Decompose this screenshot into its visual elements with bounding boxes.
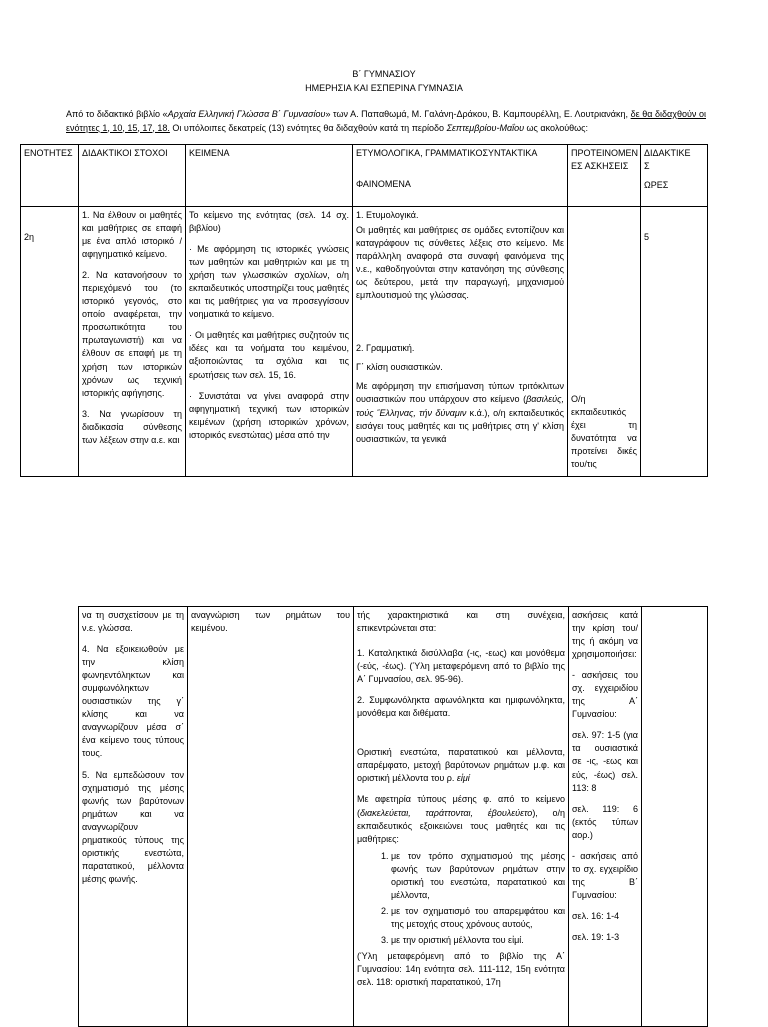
- grammar-title: 2. Γραμματική.: [356, 343, 415, 354]
- table-row: [21, 207, 708, 477]
- intro-text-3: Οι υπόλοιπες δεκατρείς (13) ενότητες θα διδαχθούν κατά τη περίοδο: [169, 122, 447, 133]
- excluded-units: δε θα διδαχθούν οι ενότητες 1, 10, 15, 17, 18.: [66, 109, 706, 133]
- list-item: 3. με την οριστική μέλλοντα του εἰμί.: [391, 934, 565, 947]
- list-item: 1. με τον τρόπο σχηματισμού της μέσης φωνής των βαρύτονων ρημάτων στην οριστική του ενεστώτα, παρατατικού και μέλλοντα,: [391, 850, 565, 902]
- phenomena-intro: τής χαρακτηριστικά και στη συνέχεια, επικεντρώνεται στα:: [357, 610, 565, 634]
- grammar-text-a: Με αφόρμηση την επισήμανση τύπων τριτόκλιτων ουσιαστικών που υπάρχουν στο κείμενο (: [356, 381, 564, 405]
- table-row: [79, 607, 708, 1027]
- text-item: · Οι μαθητές και μαθήτριες συζητούν τις ιδέες και τα νοήματα του κειμένου, αξιοποιώντας τα σχόλια και τις ερωτήσεις των σελ. 15, 16.: [189, 330, 349, 380]
- goal-item: 3. Να γνωρίσουν τη διαδικασία σύνθεσης των λέξεων στην α.ε. και: [82, 408, 182, 445]
- header-texts: ΚΕΙΜΕΝΑ: [186, 145, 353, 207]
- etymology-title: 1. Ετυμολογικά.: [356, 210, 419, 220]
- header-hours-line2: Σ: [644, 161, 650, 172]
- etymology-text: Οι μαθητές και μαθήτριες σε ομάδες εντοπίζουν και καταγράφουν τις σύνθετες λέξεις στο κείμενο. Με παράλληλη αναφορά στα συναφή φαινόμενα της ν.ε., καθοδηγούνται στην κατανόηση της σύνθεσης ως δεύτερου, μετά την παραγωγή, μηχανισμού εμπλουτισμού της γλώσσας.: [356, 225, 564, 301]
- unit-number: 2η: [21, 207, 79, 477]
- phenomena-point-2: 2. Συμφωνόληκτα αφωνόληκτα και ημιφωνόληκτα, μονόθεμα και διθέματα.: [357, 695, 565, 719]
- goal-item: 5. Να εμπεδώσουν τον σχηματισμό της μέσης φωνής των βαρύτονων ρημάτων και να αναγνωρίζουν ρηματικούς τύπους της οριστικής ενεστώτα, παρατατικού, μέλλοντα μέσης φωνής.: [82, 769, 184, 884]
- exercise-item: σελ. 19: 1-3: [572, 931, 620, 942]
- phenomena-cell: [353, 207, 568, 477]
- goals-cell: [79, 607, 188, 1027]
- header-hours: [641, 145, 708, 207]
- text-item: · Συνιστάται να γίνει αναφορά στην αφηγηματική τεχνική των ιστορικών κειμένων (χρήση ιστορικών χρόνων, ιστορικός ενεστώτας) μέσα από την: [189, 390, 349, 440]
- text-item: αναγνώριση των ρημάτων του κειμένου.: [191, 610, 350, 634]
- exercise-item: ασκήσεις κατά την κρίση του/της ή ακόμη να χρησιμοποιήσει:: [572, 610, 638, 660]
- texts-cell: [186, 207, 353, 477]
- exercise-item: - ασκήσεις από το σχ. εγχειρίδιο της Β΄ Γυμνασίου:: [572, 850, 638, 900]
- goal-item: 2. Να κατανοήσουν το περιεχόμενό του (το ιστορικό γεγονός, στο οποίο αναφέρεται, την προσωπικότητα του πρωταγωνιστή) και να έλθουν σε επαφή με τη χρήση των ιστορικών χρόνων ως τεχνική ιστορικής αφήγησης.: [82, 270, 182, 398]
- intro-text-4: ως ακολούθως:: [524, 122, 588, 133]
- texts-cell: [188, 607, 354, 1027]
- grammar-text-b: κ.ά.), ο/η εκπαιδευτικός εισάγει τους μαθητές και τις μαθήτριες στη γ' κλίση ουσιαστικών, τα γενικά: [356, 407, 565, 444]
- header-phenomena-line1: ΕΤΥΜΟΛΟΓΙΚΑ, ΓΡΑΜΜΑΤΙΚΟΣΥΝΤΑΚΤΙΚΑ: [356, 148, 538, 158]
- header-hours-line1: ΔΙΔΑΚΤΙΚΕ: [644, 148, 691, 158]
- text-item: Το κείμενο της ενότητας (σελ. 14 σχ. βιβλίου): [189, 210, 349, 234]
- exercise-item: - ασκήσεις του σχ. εγχειριδίου της Α΄ Γυμνασίου:: [572, 670, 638, 720]
- intro-text-1: Από το διδακτικό βιβλίο «: [66, 109, 168, 119]
- exercise-item: σελ. 16: 1-4: [572, 910, 620, 921]
- hours-cell: [642, 607, 708, 1027]
- intro-paragraph: [66, 108, 706, 135]
- exercise-item: σελ. 119: 6 (εκτός τύπων αορ.): [572, 803, 638, 840]
- teaching-period: Σεπτεμβρίου-Μαΐου: [446, 122, 525, 133]
- grammar-text: [356, 380, 564, 445]
- document-subtitle: ΗΜΕΡΗΣΙΑ ΚΑΙ ΕΣΠΕΡΙΝΑ ΓΥΜΝΑΣΙΑ: [305, 83, 463, 93]
- header-units: ΕΝΟΤΗΤΕΣ: [21, 145, 79, 207]
- goals-cell: [79, 207, 186, 477]
- grammar-examples: βασιλεύς, τούς Ἕλληνας, τήν δύναμιν: [356, 394, 564, 418]
- goal-item: 4. Να εξοικειωθούν με την κλίση φωνηεντόληκτων και συμφωνόληκτων ουσιαστικών της γ΄ κλίσης και να αναγνωρίζουν μέσα σ΄ ένα κείμενο τους τύπους τους.: [82, 644, 184, 759]
- numbered-list: [357, 850, 565, 947]
- document-title: Β΄ ΓΥΜΝΑΣΙΟΥ: [352, 69, 416, 79]
- exercises-cell: [569, 607, 642, 1027]
- list-item: 2. με τον σχηματισμό του απαρεμφάτου και της μετοχής στους χρόνους αυτούς,: [391, 905, 565, 931]
- header-hours-line3: ΩΡΕΣ: [644, 180, 669, 191]
- curriculum-table-page2: [78, 606, 708, 1027]
- point-4-text-b: ), ο/η εκπαιδευτικός εξοικειώνει τους μαθητές και τις μαθήτριες:: [357, 807, 565, 844]
- header-goals: ΔΙΔΑΚΤΙΚΟΙ ΣΤΟΧΟΙ: [79, 145, 186, 207]
- exercises-cell: Ο/η εκπαιδευτικός έχει τη δυνατότητα να προτείνει δικές του/τις: [568, 207, 641, 477]
- phenomena-point-3: [357, 746, 565, 785]
- book-title: Αρχαία Ελληνική Γλώσσα Β΄ Γυμνασίου: [167, 109, 326, 119]
- intro-text-2: » των Α. Παπαθωμά, Μ. Γαλάνη-Δράκου, Β. Καμπουρέλλη, Ε. Λουτριανάκη,: [325, 109, 631, 119]
- point-4-examples: διακελεύεται, ταράττονται, ἐβουλεύετο: [360, 807, 533, 818]
- verb-eimi: εἰμί: [456, 773, 470, 784]
- goal-item: να τη συσχετίσουν με τη ν.ε. γλώσσα.: [82, 610, 184, 634]
- exercise-item: σελ. 97: 1-5 (για τα ουσιαστικά σε -ις, -εως και εύς, -έως) σελ. 113: 8: [572, 730, 638, 793]
- header-exercises: ΠΡΟΤΕΙΝΟΜΕΝ ΕΣ ΑΣΚΗΣΕΙΣ: [568, 145, 641, 207]
- phenomena-closing: (Ύλη μεταφερόμενη από το βιβλίο της Α΄ Γυμνασίου: 14η ενότητα σελ. 111-112, 15η ενότητα σελ. 118: οριστική παρατατικού, 17η: [357, 950, 565, 988]
- point-3-text: Οριστική ενεστώτα, παρατατικού και μέλλοντα, απαρέμφατο, μετοχή βαρύτονων ρημάτων μ.φ. και οριστική μέλλοντα του ρ.: [357, 747, 565, 784]
- text-item: · Με αφόρμηση τις ιστορικές γνώσεις των μαθητών και μαθητριών και με τη χρήση των γλωσσικών σχολίων, ο/η εκπαιδευτικός υποστηρίζει τους μαθητές και τις μαθήτριες για να προσεγγίσουν νοηματικά το κείμενο.: [189, 244, 349, 320]
- phenomena-point-1: 1. Καταληκτικά δισύλλαβα (-ις, -εως) και μονόθεμα (-εύς, -έως). (Ύλη μεταφερόμενη από το βιβλίο της Α΄ Γυμνασίου, σελ. 95-96).: [357, 648, 565, 685]
- grammar-subtitle: Γ΄ κλίση ουσιαστικών.: [356, 362, 443, 373]
- header-phenomena-line2: ΦΑΙΝΟΜΕΝΑ: [356, 179, 411, 190]
- phenomena-cell: [354, 607, 569, 1027]
- point-4-text-a: Με αφετηρία τύπους μέσης φ. από το κείμενο (: [357, 794, 565, 818]
- curriculum-table-page1: [20, 144, 708, 477]
- table-header-row: [21, 145, 708, 207]
- hours-cell: 5: [641, 207, 708, 477]
- goal-item: 1. Να έλθουν οι μαθητές και μαθήτριες σε επαφή με ένα απλό ιστορικό / αφηγηματικό κείμενο.: [82, 210, 182, 260]
- header-phenomena: [353, 145, 568, 207]
- phenomena-point-4: [357, 793, 565, 845]
